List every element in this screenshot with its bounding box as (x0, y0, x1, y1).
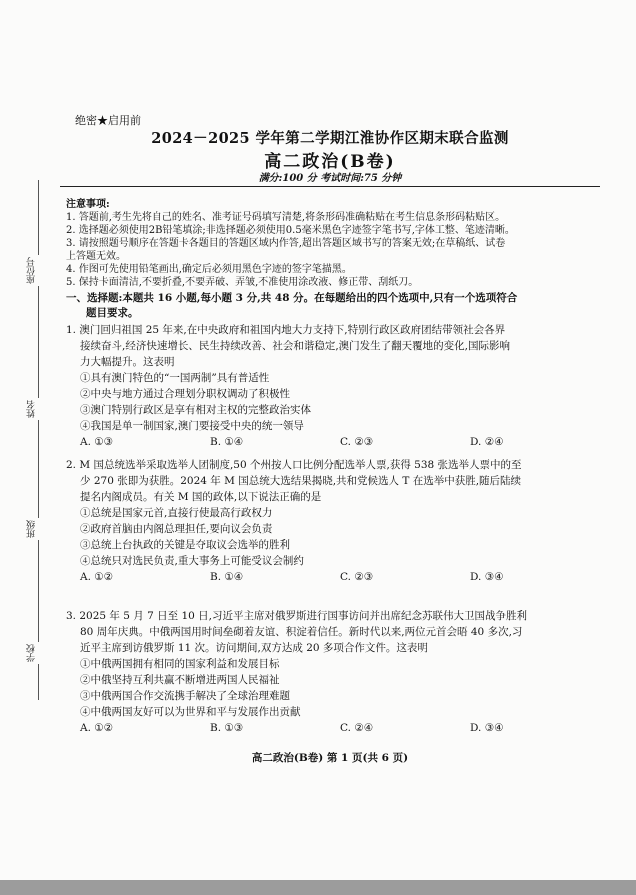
secret-label: 绝密★启用前 (75, 114, 141, 127)
question-option: ④中俄两国友好可以为世界和平与发展作出贡献 (80, 706, 301, 718)
question-option: ②中俄坚持互利共赢不断增进两国人民福祉 (80, 674, 280, 686)
section-line-2: 题目要求。 (86, 307, 139, 319)
side-label-seat: 座位号 (27, 255, 41, 286)
question-option: ③中俄两国合作交流携手解决了全球治理难题 (80, 690, 290, 702)
note-item: 上答题无效。 (66, 251, 126, 262)
notes-section (66, 198, 612, 289)
choice-b: B. ①④ (210, 436, 244, 448)
question-option: ①总统是国家元首,直接行使最高行政权力 (80, 507, 273, 519)
question-stem-line: 力大幅提升。这表明 (80, 356, 175, 368)
page-footer: 高二政治(B卷) 第 1 页(共 6 页) (251, 752, 409, 764)
answer-choices (66, 569, 618, 585)
answer-choices (66, 434, 618, 450)
question-stem-line: 1. 澳门回归祖国 25 年来,在中央政府和祖国内地大力支持下,特别行政区政府团结带领社会各界 (66, 324, 506, 336)
note-item: 4. 作图可先使用铅笔画出,确定后必须用黑色字迹的签字笔描黑。 (66, 264, 352, 275)
choice-b: B. ①③ (210, 722, 244, 734)
question-option: ③澳门特别行政区是享有相对主权的完整政治实体 (80, 404, 311, 416)
section-line-1: 一、选择题:本题共 16 小题,每小题 3 分,共 48 分。在每题给出的四个选项中,只有一个选项符合 (66, 292, 518, 304)
question-stem-line: 少 270 张即为获胜。2024 年 M 国总统大选结果揭晓,共和党候选人 T 在选举中获胜,随后陆续 (80, 475, 522, 487)
question-option: ④总统只对选民负责,重大事务上可能受议会制约 (80, 555, 304, 567)
question-stem-line: 近平主席到访俄罗斯 11 次。访问期间,双方达成 20 多项合作文件。这表明 (80, 642, 428, 654)
note-item: 2. 选择题必须使用2B铅笔填涂;非选择题必须使用0.5毫米黑色字迹签字笔书写,字体工整、笔迹清晰。 (66, 225, 515, 236)
choice-b: B. ①④ (210, 571, 244, 583)
note-item: 5. 保持卡面清洁,不要折叠,不要弄破、弄皱,不准使用涂改液、修正带、刮纸刀。 (66, 277, 419, 288)
question-option: ①具有澳门特色的“一国两制”具有普适性 (80, 372, 270, 384)
question-option: ④我国是单一制国家,澳门要接受中央的统一领导 (80, 420, 304, 432)
question-2 (66, 457, 618, 585)
subject-title: 高二政治(B卷) (264, 152, 396, 172)
question-stem-line: 80 周年庆典。中俄两国用时间垒砌着友谊、积淀着信任。新时代以来,两位元首会晤 40 多次,习 (80, 626, 523, 638)
note-item: 3. 请按照题号顺序在答题卡各题目的答题区域内作答,超出答题区域书写的答案无效;在草稿纸、试卷 (66, 238, 506, 249)
score-time-line: 满分:100 分 考试时间:75 分钟 (258, 173, 402, 184)
choice-a: A. ①③ (80, 436, 114, 448)
choice-c: C. ②③ (340, 436, 374, 448)
question-3 (66, 608, 618, 736)
section-heading (66, 291, 616, 321)
question-stem-line: 3. 2025 年 5 月 7 日至 10 日,习近平主席对俄罗斯进行国事访问并出席纪念苏联伟大卫国战争胜利 (66, 610, 527, 622)
question-option: ②政府首脑由内阁总理担任,要向议会负责 (80, 523, 273, 535)
question-option: ②中央与地方通过合理划分职权调动了积极性 (80, 388, 290, 400)
question-stem-line: 2. M 国总统选举采取选举人团制度,50 个州按人口比例分配选举人票,获得 538 张选举人票中的至 (66, 459, 522, 471)
question-stem-line: 接续奋斗,经济快速增长、民生持续改善、社会和谐稳定,澳门发生了翻天覆地的变化,国际影响 (80, 340, 511, 352)
choice-a: A. ①② (80, 722, 114, 734)
side-label-school: 学校 (27, 642, 41, 664)
note-item: 1. 答题前,考生先将自己的姓名、准考证号码填写清楚,将条形码准确粘贴在考生信息条形码粘贴区。 (66, 212, 506, 223)
choice-d: D. ③④ (470, 722, 504, 734)
exam-title: 2024－2025 学年第二学期江淮协作区期末联合监测 (151, 130, 509, 147)
choice-d: D. ②④ (470, 436, 504, 448)
answer-choices (66, 720, 618, 736)
choice-c: C. ②③ (340, 571, 374, 583)
notes-title: 注意事项: (66, 199, 110, 210)
side-label-class: 班级 (27, 518, 41, 540)
scan-bottom-edge (0, 880, 636, 895)
question-1 (66, 322, 618, 450)
choice-c: C. ②④ (340, 722, 374, 734)
header-rule (60, 186, 600, 187)
choice-d: D. ③④ (470, 571, 504, 583)
side-label-name: 姓名 (27, 398, 41, 420)
question-option: ①中俄两国拥有相同的国家利益和发展目标 (80, 658, 280, 670)
question-stem-line: 提名内阁成员。有关 M 国的政体,以下说法正确的是 (80, 491, 322, 503)
choice-a: A. ①② (80, 571, 114, 583)
question-option: ③总统上台执政的关键是夺取议会选举的胜利 (80, 539, 290, 551)
